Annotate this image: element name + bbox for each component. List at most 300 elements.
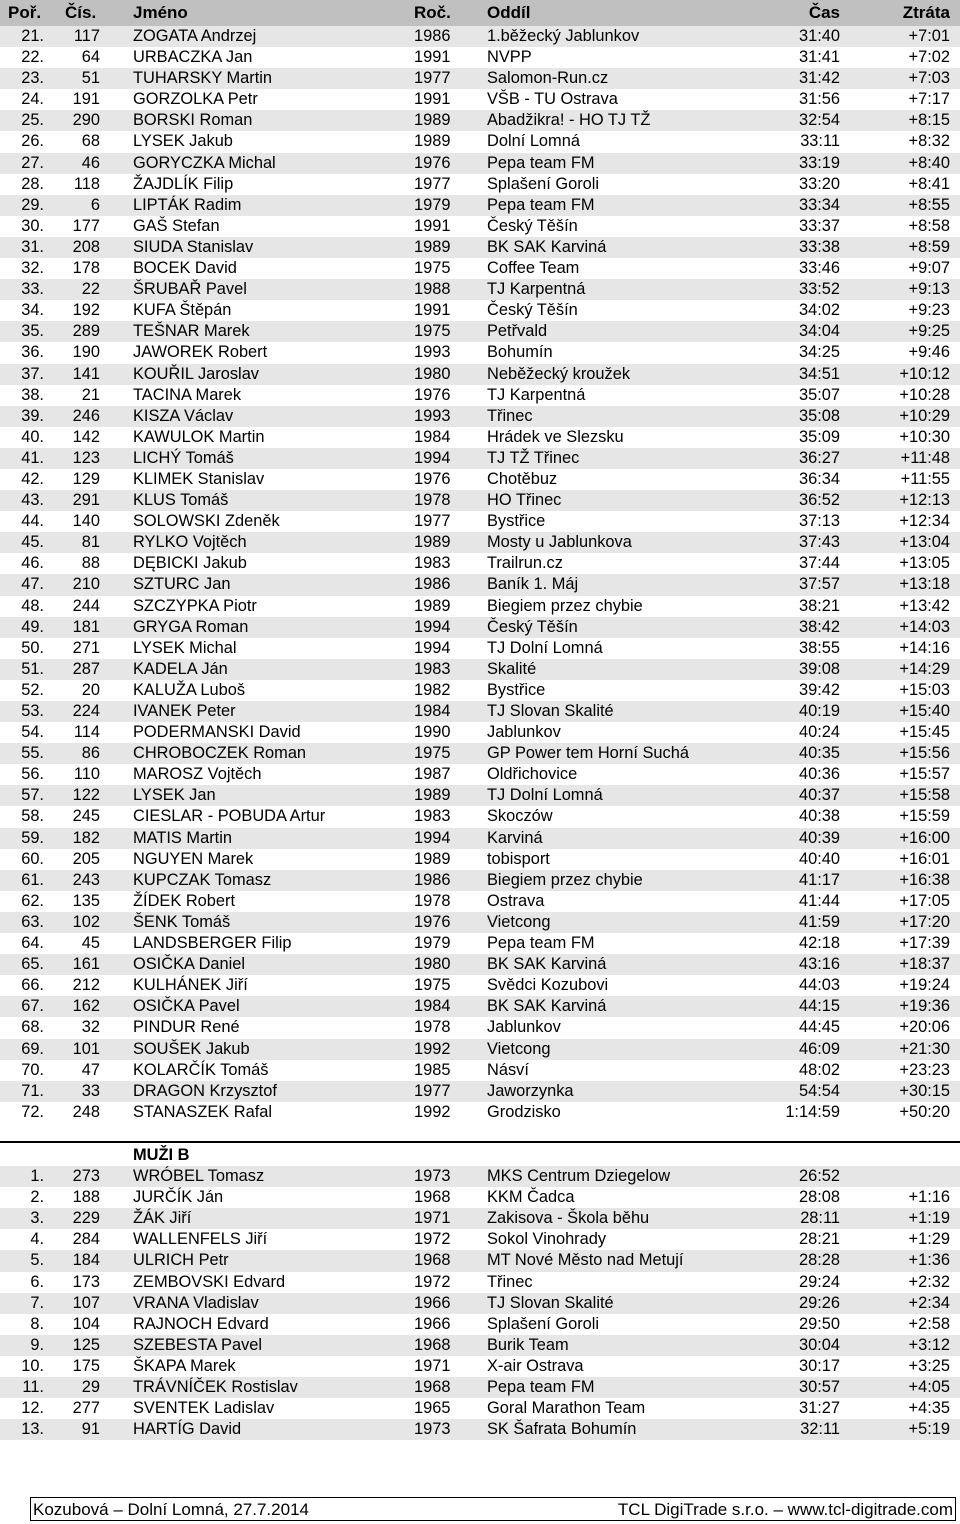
time-cell: 30:17 bbox=[798, 1356, 840, 1375]
number-cell: 177 bbox=[72, 216, 100, 235]
table-row bbox=[0, 1250, 960, 1271]
time-cell: 37:13 bbox=[798, 512, 840, 531]
name-cell: GAŠ Stefan bbox=[133, 216, 220, 235]
club-cell: Bohumín bbox=[487, 343, 553, 362]
rank-cell: 2. bbox=[30, 1188, 44, 1207]
name-cell: ZOGATA Andrzej bbox=[133, 27, 257, 45]
number-cell: 33 bbox=[81, 1081, 100, 1100]
year-cell: 1978 bbox=[414, 1018, 451, 1037]
club-cell: Splašení Goroli bbox=[487, 174, 600, 193]
name-cell: GORZOLKA Petr bbox=[133, 90, 258, 109]
table-row bbox=[0, 195, 960, 216]
name-cell: MATIS Martin bbox=[133, 828, 232, 847]
time-cell: 31:42 bbox=[798, 69, 840, 88]
name-cell: ŠENK Tomáš bbox=[133, 912, 231, 931]
time-cell: 33:11 bbox=[800, 132, 840, 151]
table-row bbox=[0, 891, 960, 912]
name-cell: DRAGON Krzysztof bbox=[133, 1081, 277, 1100]
gap-cell: +8:15 bbox=[908, 111, 950, 130]
year-cell: 1987 bbox=[414, 765, 451, 784]
gap-cell: +1:29 bbox=[908, 1230, 950, 1249]
table-row bbox=[0, 764, 960, 785]
time-cell: 42:18 bbox=[798, 934, 840, 953]
club-cell: Bystřice bbox=[487, 512, 546, 531]
number-cell: 141 bbox=[72, 364, 100, 383]
number-cell: 32 bbox=[81, 1018, 100, 1037]
number-cell: 125 bbox=[72, 1335, 100, 1354]
name-cell: DĘBICKI Jakub bbox=[133, 554, 247, 573]
club-cell: Oldřichovice bbox=[487, 765, 578, 784]
rank-cell: 59. bbox=[21, 828, 44, 847]
year-cell: 1971 bbox=[414, 1356, 451, 1375]
time-cell: 29:50 bbox=[798, 1314, 840, 1333]
table-row bbox=[0, 1102, 960, 1123]
time-cell: 40:38 bbox=[798, 807, 840, 826]
header-time: Čas bbox=[808, 3, 840, 22]
year-cell: 1976 bbox=[414, 385, 451, 404]
time-cell: 41:44 bbox=[798, 891, 840, 910]
club-cell: Jablunkov bbox=[487, 723, 561, 742]
results-list-b bbox=[0, 1166, 960, 1440]
number-cell: 289 bbox=[72, 322, 100, 341]
table-row bbox=[0, 1377, 960, 1398]
table-row bbox=[0, 110, 960, 131]
club-cell: Třinec bbox=[487, 406, 533, 425]
number-cell: 212 bbox=[72, 976, 100, 995]
table-row bbox=[0, 574, 960, 595]
club-cell: Vietcong bbox=[487, 912, 551, 931]
gap-cell: +15:59 bbox=[899, 807, 950, 826]
rank-cell: 30. bbox=[21, 216, 44, 235]
table-row bbox=[0, 1208, 960, 1229]
results-section-b bbox=[0, 1145, 960, 1440]
year-cell: 1994 bbox=[414, 828, 451, 847]
year-cell: 1982 bbox=[414, 680, 451, 699]
rank-cell: 11. bbox=[22, 1378, 44, 1397]
club-cell: Hrádek ve Slezsku bbox=[487, 427, 624, 446]
club-cell: Dolní Lomná bbox=[487, 132, 580, 151]
table-row bbox=[0, 511, 960, 532]
year-cell: 1989 bbox=[414, 786, 451, 805]
year-cell: 1991 bbox=[414, 301, 451, 320]
name-cell: SZEBESTA Pavel bbox=[133, 1335, 263, 1354]
gap-cell: +12:13 bbox=[899, 491, 950, 510]
gap-cell: +16:38 bbox=[899, 870, 950, 889]
gap-cell: +14:16 bbox=[899, 638, 950, 657]
number-cell: 162 bbox=[72, 997, 100, 1016]
table-row bbox=[0, 1187, 960, 1208]
rank-cell: 62. bbox=[21, 891, 44, 910]
name-cell: JURČÍK Ján bbox=[133, 1188, 224, 1207]
rank-cell: 43. bbox=[21, 491, 44, 510]
number-cell: 114 bbox=[73, 723, 100, 742]
table-row bbox=[0, 89, 960, 110]
gap-cell: +18:37 bbox=[899, 955, 950, 974]
rank-cell: 58. bbox=[21, 807, 44, 826]
club-cell: Ostrava bbox=[487, 891, 545, 910]
header-gap: Ztráta bbox=[902, 3, 950, 22]
table-row bbox=[0, 174, 960, 195]
table-row bbox=[0, 1419, 960, 1440]
number-cell: 81 bbox=[81, 533, 100, 552]
name-cell: RYLKO Vojtěch bbox=[133, 533, 247, 552]
year-cell: 1985 bbox=[414, 1060, 451, 1079]
time-cell: 40:35 bbox=[798, 744, 840, 763]
gap-cell: +12:34 bbox=[899, 512, 950, 531]
table-row bbox=[0, 933, 960, 954]
rank-cell: 13. bbox=[21, 1420, 44, 1439]
gap-cell: +9:23 bbox=[908, 301, 950, 320]
rank-cell: 28. bbox=[21, 174, 44, 193]
number-cell: 110 bbox=[73, 765, 100, 784]
year-cell: 1975 bbox=[414, 259, 451, 278]
rank-cell: 37. bbox=[21, 364, 44, 383]
gap-cell: +17:05 bbox=[899, 891, 950, 910]
number-cell: 129 bbox=[72, 469, 100, 488]
time-cell: 44:45 bbox=[798, 1018, 840, 1037]
club-cell: Pepa team FM bbox=[487, 153, 595, 172]
club-cell: Skalité bbox=[487, 659, 537, 678]
time-cell: 1:14:59 bbox=[785, 1102, 840, 1121]
number-cell: 22 bbox=[81, 280, 100, 299]
table-row bbox=[0, 806, 960, 827]
club-cell: Mosty u Jablunkova bbox=[487, 533, 632, 552]
gap-cell: +13:42 bbox=[899, 596, 950, 615]
club-cell: tobisport bbox=[487, 849, 550, 868]
club-cell: TJ TŽ Třinec bbox=[487, 448, 580, 467]
number-cell: 135 bbox=[72, 891, 100, 910]
name-cell: KOLARČÍK Tomáš bbox=[133, 1060, 269, 1079]
year-cell: 1994 bbox=[414, 638, 451, 657]
time-cell: 33:52 bbox=[798, 280, 840, 299]
number-cell: 102 bbox=[72, 912, 100, 931]
time-cell: 35:08 bbox=[798, 406, 840, 425]
gap-cell: +10:29 bbox=[899, 406, 950, 425]
number-cell: 210 bbox=[72, 575, 100, 594]
rank-cell: 57. bbox=[21, 786, 44, 805]
rank-cell: 34. bbox=[21, 301, 44, 320]
gap-cell: +15:57 bbox=[899, 765, 950, 784]
rank-cell: 10. bbox=[21, 1356, 44, 1375]
rank-cell: 38. bbox=[21, 385, 44, 404]
club-cell: GP Power tem Horní Suchá bbox=[487, 744, 689, 763]
rank-cell: 47. bbox=[21, 575, 44, 594]
rank-cell: 24. bbox=[21, 90, 44, 109]
year-cell: 1994 bbox=[414, 448, 451, 467]
table-row bbox=[0, 743, 960, 764]
year-cell: 1973 bbox=[414, 1167, 451, 1186]
year-cell: 1994 bbox=[414, 617, 451, 636]
year-cell: 1992 bbox=[414, 1039, 451, 1058]
table-row bbox=[0, 364, 960, 385]
club-cell: Bystřice bbox=[487, 680, 546, 699]
time-cell: 33:19 bbox=[798, 153, 840, 172]
gap-cell: +3:25 bbox=[908, 1356, 950, 1375]
table-row bbox=[0, 596, 960, 617]
table-row bbox=[0, 1229, 960, 1250]
table-row bbox=[0, 47, 960, 68]
gap-cell: +2:58 bbox=[908, 1314, 950, 1333]
name-cell: IVANEK Peter bbox=[133, 702, 236, 720]
table-row bbox=[0, 1293, 960, 1314]
header-number: Čís. bbox=[65, 3, 97, 22]
club-cell: Baník 1. Máj bbox=[487, 575, 579, 594]
number-cell: 64 bbox=[81, 48, 100, 67]
club-cell: TJ Slovan Skalité bbox=[487, 702, 614, 720]
number-cell: 46 bbox=[81, 153, 100, 172]
year-cell: 1989 bbox=[414, 132, 451, 151]
name-cell: KOUŘIL Jaroslav bbox=[133, 364, 260, 383]
club-cell: Biegiem przez chybie bbox=[487, 870, 643, 889]
gap-cell: +1:36 bbox=[908, 1251, 950, 1270]
year-cell: 1976 bbox=[414, 912, 451, 931]
name-cell: OSIČKA Daniel bbox=[133, 955, 246, 974]
rank-cell: 67. bbox=[21, 997, 44, 1016]
club-cell: Coffee Team bbox=[487, 259, 580, 278]
time-cell: 26:52 bbox=[798, 1167, 840, 1186]
table-row bbox=[0, 26, 960, 47]
rank-cell: 4. bbox=[30, 1230, 44, 1249]
name-cell: SZCZYPKA Piotr bbox=[133, 596, 257, 615]
number-cell: 91 bbox=[81, 1420, 100, 1439]
name-cell: KUPCZAK Tomasz bbox=[133, 870, 272, 889]
number-cell: 205 bbox=[72, 849, 100, 868]
number-cell: 244 bbox=[72, 596, 100, 615]
year-cell: 1990 bbox=[414, 723, 451, 742]
rank-cell: 69. bbox=[21, 1039, 44, 1058]
club-cell: Splašení Goroli bbox=[487, 1314, 600, 1333]
gap-cell: +10:30 bbox=[899, 427, 950, 446]
number-cell: 291 bbox=[72, 491, 100, 510]
club-cell: Biegiem przez chybie bbox=[487, 596, 643, 615]
club-cell: Jablunkov bbox=[487, 1018, 561, 1037]
name-cell: WALLENFELS Jiří bbox=[133, 1230, 268, 1249]
gap-cell: +4:35 bbox=[908, 1399, 950, 1418]
number-cell: 122 bbox=[72, 786, 100, 805]
rank-cell: 5. bbox=[30, 1251, 44, 1270]
year-cell: 1979 bbox=[414, 195, 451, 214]
rank-cell: 25. bbox=[21, 111, 44, 130]
year-cell: 1983 bbox=[414, 554, 451, 573]
club-cell: 1.běžecký Jablunkov bbox=[487, 27, 640, 45]
table-row bbox=[0, 342, 960, 363]
time-cell: 34:25 bbox=[798, 343, 840, 362]
table-row bbox=[0, 448, 960, 469]
time-cell: 33:34 bbox=[798, 195, 840, 214]
year-cell: 1989 bbox=[414, 596, 451, 615]
name-cell: KALUŽA Luboš bbox=[133, 680, 246, 699]
time-cell: 33:20 bbox=[798, 174, 840, 193]
gap-cell: +8:41 bbox=[908, 174, 950, 193]
year-cell: 1991 bbox=[414, 48, 451, 67]
year-cell: 1975 bbox=[414, 322, 451, 341]
name-cell: TACINA Marek bbox=[133, 385, 242, 404]
club-cell: Český Těšín bbox=[487, 216, 578, 235]
category-label: MUŽI B bbox=[133, 1146, 190, 1164]
name-cell: TRÁVNÍČEK Rostislav bbox=[133, 1378, 298, 1397]
year-cell: 1989 bbox=[414, 237, 451, 256]
number-cell: 229 bbox=[72, 1209, 100, 1228]
club-cell: Český Těšín bbox=[487, 301, 578, 320]
rank-cell: 63. bbox=[21, 912, 44, 931]
name-cell: LANDSBERGER Filip bbox=[133, 934, 292, 953]
year-cell: 1984 bbox=[414, 997, 451, 1016]
year-cell: 1972 bbox=[414, 1272, 451, 1291]
club-cell: Skoczów bbox=[487, 807, 553, 826]
time-cell: 37:43 bbox=[798, 533, 840, 552]
gap-cell: +13:04 bbox=[899, 533, 950, 552]
number-cell: 107 bbox=[72, 1293, 100, 1312]
gap-cell: +15:03 bbox=[899, 680, 950, 699]
gap-cell: +3:12 bbox=[908, 1335, 950, 1354]
rank-cell: 6. bbox=[30, 1272, 44, 1291]
number-cell: 192 bbox=[72, 301, 100, 320]
year-cell: 1966 bbox=[414, 1293, 451, 1312]
rank-cell: 65. bbox=[21, 955, 44, 974]
gap-cell: +15:56 bbox=[899, 744, 950, 763]
name-cell: OSIČKA Pavel bbox=[133, 997, 240, 1016]
table-row bbox=[0, 996, 960, 1017]
table-row bbox=[0, 659, 960, 680]
name-cell: SIUDA Stanislav bbox=[133, 237, 254, 256]
time-cell: 34:04 bbox=[798, 322, 840, 341]
rank-cell: 42. bbox=[21, 469, 44, 488]
time-cell: 29:26 bbox=[798, 1293, 840, 1312]
time-cell: 31:40 bbox=[798, 27, 840, 45]
club-cell: X-air Ostrava bbox=[487, 1356, 584, 1375]
number-cell: 248 bbox=[72, 1102, 100, 1121]
table-row bbox=[0, 870, 960, 891]
gap-cell: +10:12 bbox=[899, 364, 950, 383]
rank-cell: 7. bbox=[30, 1293, 44, 1312]
year-cell: 1986 bbox=[414, 27, 451, 45]
number-cell: 47 bbox=[81, 1060, 100, 1079]
gap-cell: +15:58 bbox=[899, 786, 950, 805]
rank-cell: 72. bbox=[21, 1102, 44, 1121]
footer-event: Kozubová – Dolní Lomná, 27.7.2014 bbox=[33, 1500, 309, 1519]
header-name: Jméno bbox=[133, 3, 188, 22]
table-row bbox=[0, 385, 960, 406]
gap-cell: +17:39 bbox=[899, 934, 950, 953]
rank-cell: 12. bbox=[21, 1399, 44, 1418]
number-cell: 118 bbox=[73, 174, 100, 193]
gap-cell: +8:58 bbox=[908, 216, 950, 235]
name-cell: ZEMBOVSKI Edvard bbox=[133, 1272, 286, 1291]
table-row bbox=[0, 406, 960, 427]
time-cell: 28:28 bbox=[798, 1251, 840, 1270]
rank-cell: 68. bbox=[21, 1018, 44, 1037]
year-cell: 1978 bbox=[414, 891, 451, 910]
table-row bbox=[0, 1039, 960, 1060]
table-row bbox=[0, 1335, 960, 1356]
table-row bbox=[0, 490, 960, 511]
gap-cell: +14:03 bbox=[899, 617, 950, 636]
table-row bbox=[0, 1314, 960, 1335]
year-cell: 1971 bbox=[414, 1209, 451, 1228]
year-cell: 1968 bbox=[414, 1188, 451, 1207]
name-cell: BORSKI Roman bbox=[133, 111, 253, 130]
gap-cell: +9:13 bbox=[908, 280, 950, 299]
time-cell: 31:56 bbox=[798, 90, 840, 109]
number-cell: 246 bbox=[72, 406, 100, 425]
name-cell: VRANA Vladislav bbox=[133, 1293, 259, 1312]
time-cell: 36:34 bbox=[798, 469, 840, 488]
time-cell: 28:21 bbox=[798, 1230, 840, 1249]
table-row bbox=[0, 1272, 960, 1293]
club-cell: MT Nové Město nad Metují bbox=[487, 1251, 684, 1270]
name-cell: ŽÁK Jiří bbox=[133, 1209, 192, 1228]
name-cell: SOUŠEK Jakub bbox=[133, 1039, 250, 1058]
name-cell: ULRICH Petr bbox=[133, 1251, 229, 1270]
table-row bbox=[0, 469, 960, 490]
club-cell: MKS Centrum Dziegelow bbox=[487, 1167, 671, 1186]
gap-cell: +5:19 bbox=[908, 1420, 950, 1439]
number-cell: 123 bbox=[72, 448, 100, 467]
club-cell: VŠB - TU Ostrava bbox=[487, 90, 618, 109]
gap-cell: +15:40 bbox=[899, 702, 950, 720]
number-cell: 104 bbox=[72, 1314, 100, 1333]
gap-cell: +16:01 bbox=[899, 849, 950, 868]
time-cell: 54:54 bbox=[798, 1081, 840, 1100]
name-cell: RAJNOCH Edvard bbox=[133, 1314, 269, 1333]
gap-cell: +1:19 bbox=[908, 1209, 950, 1228]
table-row bbox=[0, 1060, 960, 1081]
table-row bbox=[0, 532, 960, 553]
rank-cell: 33. bbox=[21, 280, 44, 299]
time-cell: 33:38 bbox=[798, 237, 840, 256]
table-row bbox=[0, 849, 960, 870]
rank-cell: 39. bbox=[21, 406, 44, 425]
gap-cell: +19:36 bbox=[899, 997, 950, 1016]
club-cell: Sokol Vinohrady bbox=[487, 1230, 607, 1249]
number-cell: 191 bbox=[72, 90, 100, 109]
time-cell: 46:09 bbox=[798, 1039, 840, 1058]
club-cell: Karviná bbox=[487, 828, 543, 847]
number-cell: 208 bbox=[72, 237, 100, 256]
time-cell: 40:19 bbox=[798, 702, 840, 720]
rank-cell: 29. bbox=[21, 195, 44, 214]
name-cell: SOLOWSKI Zdeněk bbox=[133, 512, 280, 531]
club-cell: SK Šafrata Bohumín bbox=[487, 1420, 637, 1439]
club-cell: Salomon-Run.cz bbox=[487, 69, 609, 88]
gap-cell: +1:16 bbox=[908, 1188, 950, 1207]
name-cell: SVENTEK Ladislav bbox=[133, 1399, 275, 1418]
table-row bbox=[0, 300, 960, 321]
year-cell: 1986 bbox=[414, 575, 451, 594]
gap-cell: +2:32 bbox=[908, 1272, 950, 1291]
results-list-a bbox=[0, 26, 960, 1123]
name-cell: KADELA Ján bbox=[133, 659, 228, 678]
time-cell: 37:44 bbox=[798, 554, 840, 573]
name-cell: PODERMANSKI David bbox=[133, 723, 301, 742]
name-cell: MAROSZ Vojtěch bbox=[133, 765, 262, 784]
rank-cell: 48. bbox=[21, 596, 44, 615]
name-cell: LYSEK Jan bbox=[133, 786, 216, 805]
time-cell: 37:57 bbox=[798, 575, 840, 594]
year-cell: 1993 bbox=[414, 343, 451, 362]
rank-cell: 66. bbox=[21, 976, 44, 995]
table-row bbox=[0, 828, 960, 849]
rank-cell: 55. bbox=[21, 744, 44, 763]
year-cell: 1993 bbox=[414, 406, 451, 425]
time-cell: 40:36 bbox=[798, 765, 840, 784]
club-cell: TJ Dolní Lomná bbox=[487, 786, 603, 805]
number-cell: 161 bbox=[72, 955, 100, 974]
table-row bbox=[0, 1398, 960, 1419]
year-cell: 1977 bbox=[414, 512, 451, 531]
year-cell: 1977 bbox=[414, 1081, 451, 1100]
gap-cell: +10:28 bbox=[899, 385, 950, 404]
